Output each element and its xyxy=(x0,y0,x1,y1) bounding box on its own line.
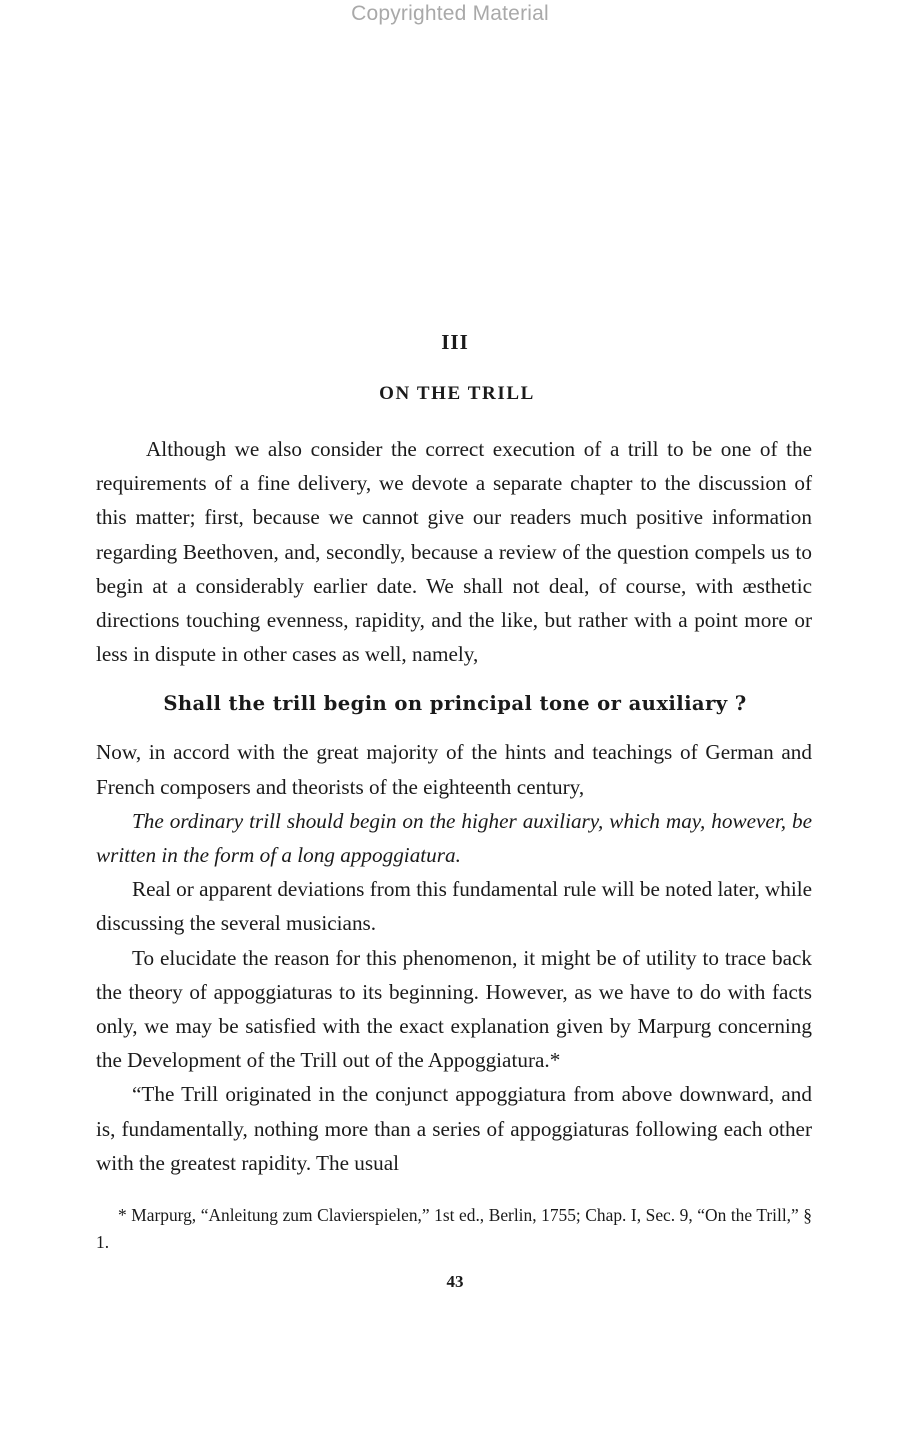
paragraph-elucidate: To elucidate the reason for this phenomenon, it might be of utility to trace back the theory of appoggiaturas to its beginning. However, as we have to do with facts only, we may be satisfied with the exact explanation given by Marpurg concerning the Development of the Trill out of the Appoggiatura.* xyxy=(96,945,812,1073)
page-number: 43 xyxy=(446,1272,464,1292)
chapter-number: III xyxy=(441,330,469,354)
book-page xyxy=(96,330,812,1292)
section-question-heading: Shall the trill begin on principal tone or auxiliary ? xyxy=(163,692,747,716)
footnote: * Marpurg, “Anleitung zum Clavierspielen,” 1st ed., Berlin, 1755; Chap. I, Sec. 9, “On the Trill,” § 1. xyxy=(96,1205,812,1253)
paragraph-accord: Now, in accord with the great majority of the hints and teachings of German and French composers and theorists of the eighteenth century, xyxy=(96,740,812,799)
paragraph-intro: Although we also consider the correct execution of a trill to be one of the requirements of a fine delivery, we devote a separate chapter to the discussion of this matter; first, because we cannot give our readers much positive information regarding Beethoven, and, secondly, because a review of the question compels us to begin at a considerably earlier date. We shall not deal, of course, with æsthetic directions touching evenness, rapidity, and the like, but rather with a point more or less in dispute in other cases as well, namely, xyxy=(96,437,812,667)
chapter-title: ON THE TRILL xyxy=(379,383,535,404)
copyright-watermark: Copyrighted Material xyxy=(351,2,549,25)
paragraph-deviations: Real or apparent deviations from this fundamental rule will be noted later, while discussing the several musicians. xyxy=(96,877,812,936)
paragraph-rule: The ordinary trill should begin on the higher auxiliary, which may, however, be written in the form of a long appoggiatura. xyxy=(96,808,812,868)
paragraph-quote: “The Trill originated in the conjunct appoggiatura from above downward, and is, fundamentally, nothing more than a series of appoggiaturas following each other with the greatest rapidity. The usual xyxy=(96,1082,812,1175)
